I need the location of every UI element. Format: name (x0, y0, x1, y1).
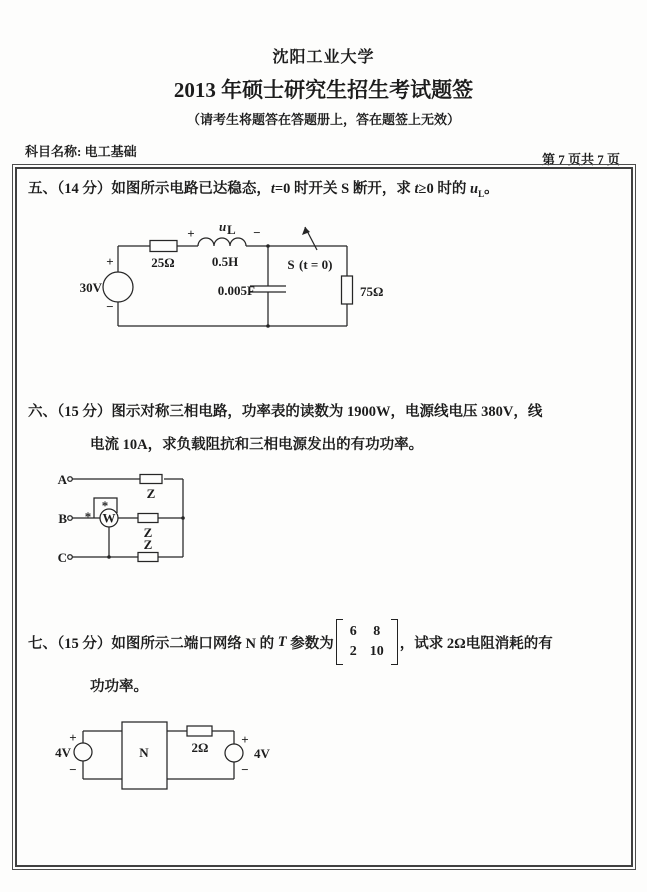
matrix-cell-21: 2 (349, 644, 357, 660)
network-label: N (139, 745, 149, 760)
phase-c-label: C (57, 550, 67, 565)
circuit-diagram-two-port (40, 704, 290, 799)
problem-5-seg4: 。 (484, 181, 499, 197)
problem-7-heading: 七、（15 分） (28, 635, 112, 652)
impedance-symbol-c (138, 553, 158, 562)
capacitor-value-label: 0.005F (217, 283, 255, 298)
source-minus-sign: − (106, 299, 114, 314)
problem-7-seg2: 参数为 (286, 635, 334, 652)
matrix-cells (343, 619, 391, 665)
source-left-plus: + (69, 730, 77, 745)
source-left-minus: − (69, 762, 77, 777)
junction-dot (266, 324, 270, 328)
voltage-source-symbol (103, 272, 133, 302)
wattmeter-label: W (102, 510, 116, 526)
switch-time-label: (t = 0) (299, 257, 333, 272)
terminal-a (68, 477, 73, 482)
source-right-plus: + (241, 732, 249, 747)
source-right-minus: − (241, 762, 249, 777)
matrix-bracket-right (391, 619, 398, 665)
source-right-label: 4V (254, 746, 270, 761)
matrix-cell-12: 8 (373, 623, 381, 639)
capacitor-symbol (250, 286, 286, 292)
inductor-value-label: 0.5H (211, 254, 239, 269)
polarity-mark-voltage: * (101, 498, 109, 513)
phase-a-label: A (57, 472, 67, 487)
inductor-plus-sign: + (187, 226, 195, 241)
question-box-content (12, 164, 636, 870)
resistor-25-label: 25Ω (151, 255, 175, 270)
source-plus-sign: + (106, 254, 114, 269)
subject-name: 科目名称: 电工基础 (25, 144, 137, 159)
exam-title: 2013 年硕士研究生招生考试题签 (173, 78, 474, 102)
problem-6-text1: 图示对称三相电路，功率表的读数为 1900W，电源线电压 380V，线 (111, 404, 543, 420)
var-t: t (270, 181, 275, 197)
problem-5-text (28, 179, 499, 204)
source-left-label: 4V (55, 745, 71, 760)
problem-5-seg1: 如图所示电路已达稳态， (111, 181, 271, 197)
problem-5-seg3: ≥0 时的 (418, 181, 470, 197)
problem-7-line2: 功功率。 (90, 679, 148, 695)
impedance-symbol-a (140, 475, 162, 484)
resistor-75-label: 75Ω (360, 284, 384, 299)
problem-6-heading: 六、（15 分） (28, 404, 112, 420)
inductor-voltage-subscript: L (227, 222, 236, 237)
university-name: 沈阳工业大学 (272, 49, 375, 66)
var-u-subscript: L (478, 188, 485, 199)
voltage-source-left-symbol (74, 743, 92, 761)
circuit-diagram-three-phase (50, 471, 200, 574)
t-parameter-matrix (336, 619, 398, 665)
polarity-mark-current: * (84, 509, 92, 524)
matrix-cell-11: 6 (349, 623, 357, 639)
inductor-voltage-var: u (219, 219, 227, 234)
resistor-2ohm-symbol (187, 726, 212, 736)
impedance-symbol-b (138, 514, 158, 523)
problem-6-line2: 电流 10A，求负载阻抗和三相电源发出的有功功率。 (90, 437, 424, 453)
impedance-label-c: Z (143, 537, 153, 552)
problem-7-line1 (28, 616, 553, 668)
problem-7-seg3: ，试求 2Ω电阻消耗的有 (399, 635, 553, 652)
phase-b-label: B (58, 511, 67, 526)
exam-notice: （请考生将题答在答题册上，答在题签上无效） (186, 112, 460, 127)
problem-7-seg1: 如图所示二端口网络 N 的 (111, 635, 278, 652)
switch-name-label: S (287, 257, 295, 272)
circuit-diagram-rlc-switch (55, 217, 395, 339)
inductor-symbol (198, 238, 246, 246)
var-T: T (277, 633, 287, 650)
junction-dot (266, 244, 270, 248)
source-voltage-label: 30V (79, 280, 102, 295)
resistor-25-symbol (150, 241, 177, 252)
matrix-cell-22: 10 (369, 644, 384, 660)
matrix-bracket-left (336, 619, 343, 665)
resistor-75-symbol (342, 276, 353, 304)
resistor-2ohm-label: 2Ω (191, 740, 209, 755)
problem-5-heading: 五、（14 分） (28, 181, 112, 197)
var-t: t (414, 181, 419, 197)
problem-6-line1 (28, 402, 542, 422)
page-number: 第 7 页共 7 页 (541, 152, 620, 167)
terminal-c (68, 555, 73, 560)
impedance-label-a: Z (146, 486, 156, 501)
var-u: u (469, 181, 479, 197)
impedance-label-b: Z (143, 525, 153, 540)
inductor-minus-sign: − (253, 225, 261, 240)
junction-dot (181, 516, 185, 520)
terminal-b (68, 516, 73, 521)
junction-dot (107, 555, 111, 559)
problem-5-seg2: =0 时开关 S 断开，求 (274, 181, 415, 197)
